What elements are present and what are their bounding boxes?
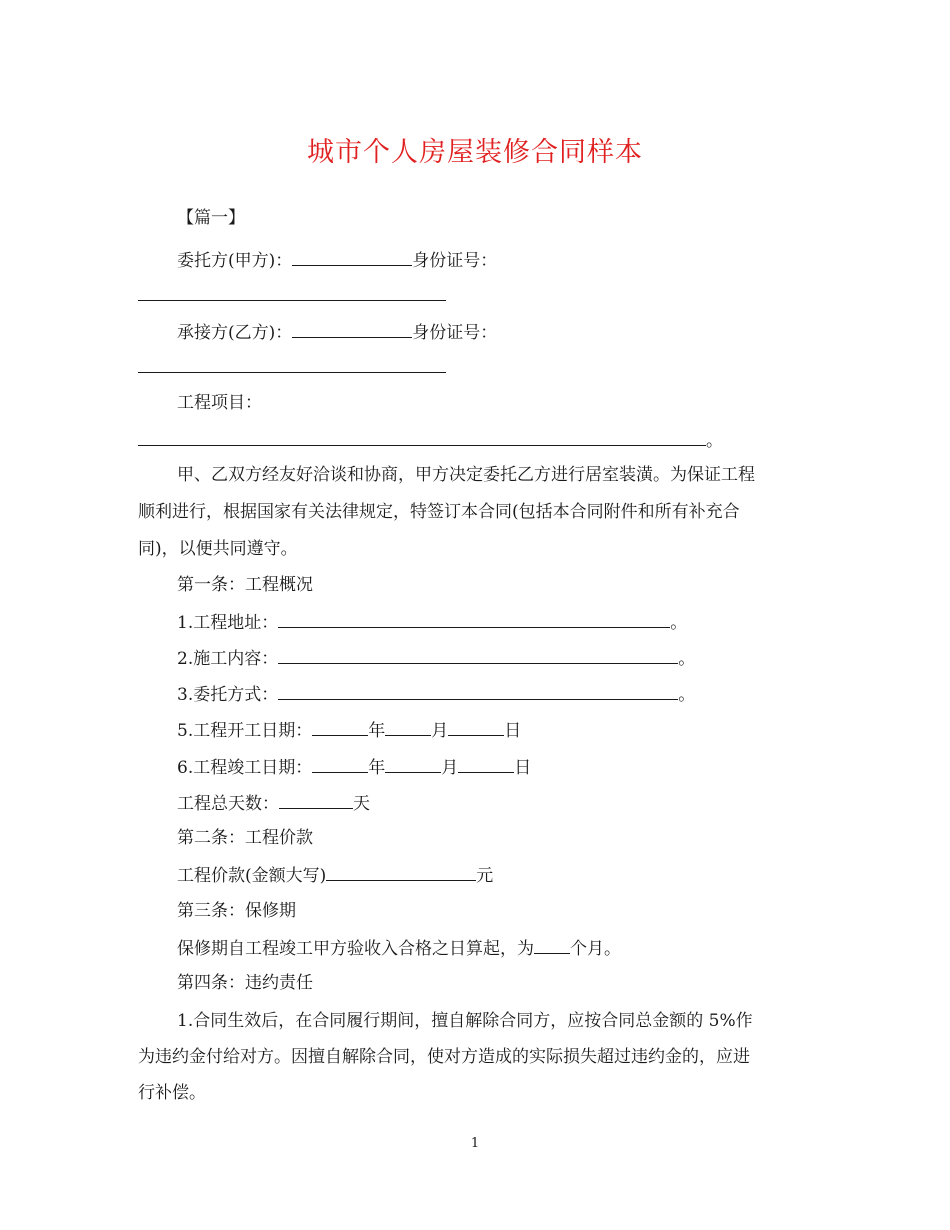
total-days-unit: 天: [353, 794, 370, 814]
contractor-id-line: [138, 355, 446, 379]
price-unit: 元: [476, 866, 494, 886]
article-2-heading: 第二条：工程价款: [177, 828, 313, 848]
item-5-label: 5.工程开工日期：: [177, 721, 313, 741]
intro-line-2: 顺利进行，根据国家有关法律规定，特签订本合同(包括本合同附件和所有补充合: [138, 502, 740, 522]
end-month-unit: 月: [441, 758, 459, 778]
breach-line-1: 1.合同生效后，在合同履行期间，擅自解除合同方，应按合同总金额的 5%作: [177, 1011, 753, 1031]
project-label: 工程项目：: [177, 393, 262, 413]
project-blank: [138, 428, 706, 446]
item-3-line: [177, 682, 695, 706]
warranty-unit: 个月。: [570, 939, 621, 959]
item-3-label: 3.委托方式：: [177, 685, 279, 705]
item-2-line: [177, 646, 695, 670]
contractor-id-label: 身份证号：: [412, 323, 498, 343]
client-name-blank: [292, 248, 412, 266]
article-1-heading: 第一条：工程概况: [177, 575, 313, 595]
end-day-blank: [458, 755, 514, 773]
item-2-period: 。: [678, 649, 696, 669]
start-year-blank: [312, 718, 368, 736]
price-line: [177, 863, 493, 887]
item-6-label: 6.工程竣工日期：: [177, 758, 313, 778]
item-2-label: 2.施工内容：: [177, 649, 279, 669]
end-month-blank: [385, 755, 441, 773]
contractor-line: [177, 320, 497, 344]
breach-line-2: 为违约金付给对方。因擅自解除合同，使对方造成的实际损失超过违约金的，应进: [138, 1047, 750, 1067]
page-number: 1: [470, 1136, 480, 1151]
warranty-line: [177, 936, 621, 960]
total-days-line: [177, 791, 370, 815]
item-1-line: [177, 610, 687, 634]
article-3-heading: 第三条：保修期: [177, 901, 296, 921]
contractor-name-blank: [292, 320, 412, 338]
start-day-unit: 日: [504, 721, 522, 741]
contractor-label: 承接方(乙方)：: [177, 323, 293, 343]
start-month-unit: 月: [431, 721, 449, 741]
item-1-label: 1.工程地址：: [177, 613, 279, 633]
end-year-unit: 年: [368, 758, 386, 778]
warranty-text: 保修期自工程竣工甲方验收入合格之日算起，为: [177, 939, 534, 959]
client-id-line: [138, 283, 446, 307]
total-days-blank: [279, 791, 353, 809]
item-1-period: 。: [670, 613, 688, 633]
intro-line-1: 甲、乙双方经友好洽谈和协商，甲方决定委托乙方进行居室装潢。为保证工程: [177, 465, 755, 485]
section-label: 【篇一】: [177, 208, 245, 228]
total-days-label: 工程总天数：: [177, 794, 279, 814]
breach-line-3: 行补偿。: [138, 1083, 206, 1103]
client-id-blank: [138, 283, 446, 301]
item-6-line: [177, 755, 531, 779]
price-label: 工程价款(金额大写): [177, 866, 327, 886]
address-blank: [278, 610, 670, 628]
method-blank: [278, 682, 678, 700]
start-day-blank: [448, 718, 504, 736]
article-4-heading: 第四条：违约责任: [177, 973, 313, 993]
end-day-unit: 日: [514, 758, 532, 778]
client-id-label: 身份证号：: [412, 251, 498, 271]
item-3-period: 。: [678, 685, 696, 705]
contractor-id-blank: [138, 355, 446, 373]
price-blank: [326, 863, 476, 881]
intro-line-3: 同)，以便共同遵守。: [138, 539, 298, 559]
project-line: [138, 428, 723, 452]
warranty-months-blank: [534, 936, 570, 954]
end-year-blank: [312, 755, 368, 773]
start-year-unit: 年: [368, 721, 386, 741]
item-5-line: [177, 718, 521, 742]
start-month-blank: [385, 718, 431, 736]
client-line: [177, 248, 497, 272]
client-label: 委托方(甲方)：: [177, 251, 293, 271]
project-period: 。: [706, 431, 723, 451]
content-blank: [278, 646, 678, 664]
document-title: 城市个人房屋装修合同样本: [307, 137, 643, 168]
